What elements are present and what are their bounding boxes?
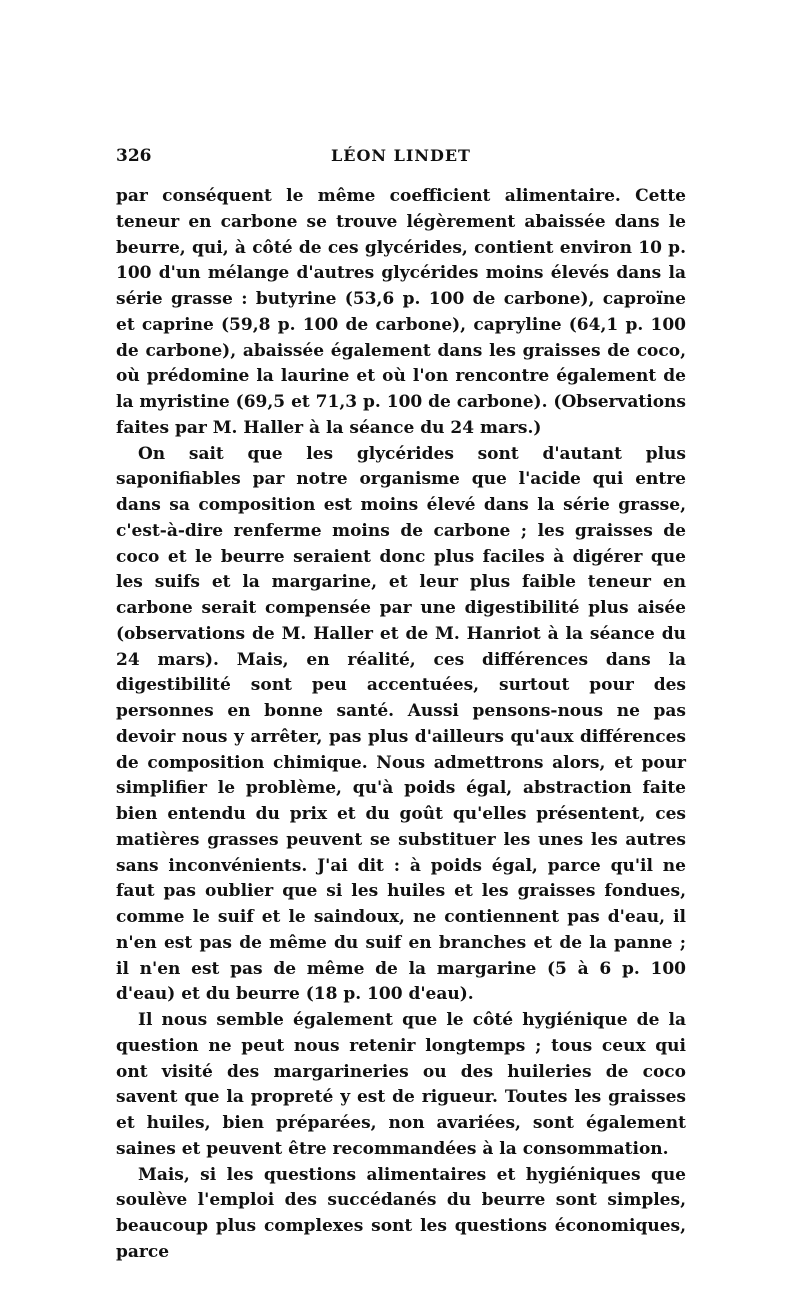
paragraph-continuation: par conséquent le même coefficient alimentaire. Cette teneur en carbone se trouve légèrement abaissée dans le beurre, qui, à côté de ces glycérides, contient environ 10 p. 100 d'un mélange d'autres glycérides moins élevés dans la série grasse : butyrine (53,6 p. 100 de carbone), caproïne et caprine (59,8 p. 100 de carbone), capryline (64,1 p. 100 de carbone), abaissée également dans les graisses de coco, où prédomine la laurine et où l'on rencontre également de la myristine (69,5 et 71,3 p. 100 de carbone). (Observations faites par M. Haller à la séance du 24 mars.): [116, 186, 686, 438]
page-header: [116, 146, 686, 176]
paragraph-hygiene: Il nous semble également que le côté hygiénique de la question ne peut nous retenir longtemps ; tous ceux qui ont visité des margarineries ou des huileries de coco savent que la propreté y est de rigueur. Toutes les graisses et huiles, bien préparées, non avariées, sont également saines et peuvent être recommandées à la consommation.: [116, 1010, 686, 1159]
paragraph-economics: Mais, si les questions alimentaires et hygiéniques que soulève l'emploi des succédanés du beurre sont simples, beaucoup plus complexes sont les questions économiques, parce: [116, 1164, 686, 1262]
page-number: 326: [116, 146, 152, 166]
running-head-author: LÉON LINDET: [331, 146, 471, 165]
paragraph-saponification: On sait que les glycérides sont d'autant plus saponifiables par notre organisme que l'acide qui entre dans sa composition est moins élevé dans la série grasse, c'est-à-dire renferme moins de carbone ; les graisses de coco et le beurre seraient donc plus faciles à digérer que les suifs et la margarine, et leur plus faible teneur en carbone serait compensée par une digestibilité plus aisée (observations de M. Haller et de M. Hanriot à la séance du 24 mars). Mais, en réalité, ces différences dans la digestibilité sont peu accentuées, surtout pour des personnes en bonne santé. Aussi pensons-nous ne pas devoir nous y arrêter, pas plus d'ailleurs qu'aux différences de composition chimique. Nous admettrons alors, et pour simplifier le problème, qu'à poids égal, abstraction faite bien entendu du prix et du goût qu'elles présentent, ces matières grasses peuvent se substituer les unes les autres sans inconvénients. J'ai dit : à poids égal, parce qu'il ne faut pas oublier que si les huiles et les graisses fondues, comme le suif et le saindoux, ne contiennent pas d'eau, il n'en est pas de même du suif en branches et de la panne ; il n'en est pas de même de la margarine (5 à 6 p. 100 d'eau) et du beurre (18 p. 100 d'eau).: [116, 443, 686, 1005]
body-text: [116, 184, 686, 1266]
